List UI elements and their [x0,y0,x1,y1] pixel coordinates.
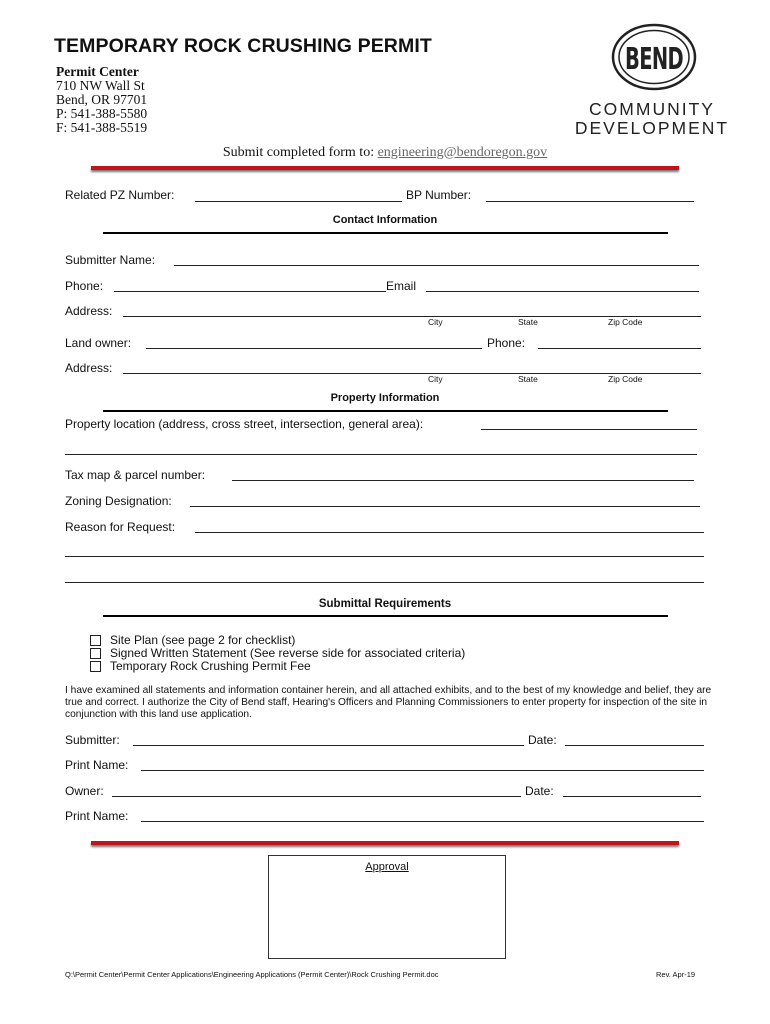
header-divider [91,166,679,170]
property-location-label: Property location (address, cross street, intersection, general area): [65,417,424,431]
certification-statement: I have examined all statements and information container herein, and all attached exhibits, and to the best of my knowledge and belief, they are true and correct. I authorize the City of Bend staff, Hearing's Officers and Planning Commissioners to enter property for inspection of the site in conjunction with this land use application. [65,685,712,720]
land-owner-field[interactable] [146,348,482,349]
submitter-date-field[interactable] [565,745,704,746]
permit-fee-label: Temporary Rock Crushing Permit Fee [110,659,311,673]
email-label: Email [386,279,417,293]
logo-line-1: COMMUNITY [589,99,715,119]
address-state-sublabel: State [518,317,538,327]
permit-fee-checkbox[interactable] [90,661,101,672]
related-pz-field[interactable] [195,201,402,202]
submitter-print-name-field[interactable] [141,770,704,771]
address-label: Address: [65,304,113,318]
owner-signature-label: Owner: [65,784,104,798]
bp-number-field[interactable] [486,201,694,202]
tax-map-label: Tax map & parcel number: [65,468,206,482]
owner-date-field[interactable] [563,796,701,797]
reason-field[interactable] [195,532,704,533]
submitter-date-label: Date: [528,733,557,747]
zoning-label: Zoning Designation: [65,494,172,508]
svg-text:BEND: BEND [625,42,684,77]
site-plan-label: Site Plan (see page 2 for checklist) [110,633,296,647]
submit-prefix: Submit completed form to: [222,145,378,160]
reason-label: Reason for Request: [65,520,176,534]
community-development-wordmark [562,100,742,138]
form-title: TEMPORARY ROCK CRUSHING PERMIT [54,35,432,57]
approval-label: Approval [365,861,409,873]
contact-section-rule [103,232,668,234]
written-statement-checkbox[interactable] [90,648,101,659]
phone-label: Phone: [65,279,104,293]
office-name: Permit Center [56,64,139,79]
submittal-section-heading: Submittal Requirements [318,598,452,610]
footer-revision: Rev. Apr-19 [656,970,696,979]
owner-signature-field[interactable] [112,796,521,797]
related-pz-label: Related PZ Number: [65,188,175,202]
property-section-heading: Property Information [330,392,440,404]
phone-field[interactable] [114,291,386,292]
owner-print-name-field[interactable] [141,821,704,822]
owner-zip-sublabel: Zip Code [608,374,643,384]
office-street: 710 NW Wall St [56,78,145,93]
submittal-section-rule [103,615,668,617]
property-location-field-2[interactable] [65,454,697,455]
zoning-field[interactable] [190,506,700,507]
owner-state-sublabel: State [518,374,538,384]
footer-file-path: Q:\Permit Center\Permit Center Applications\Engineering Applications (Permit Center)\Rock Crushing Permit.doc [65,970,439,979]
owner-print-name-label: Print Name: [65,809,129,823]
submit-instructions [0,145,770,161]
office-address [56,65,147,135]
office-phone: P: 541-388-5580 [56,106,148,121]
tax-map-field[interactable] [232,480,694,481]
site-plan-checkbox[interactable] [90,635,101,646]
bend-seal-logo-icon [612,24,696,90]
submitter-name-label: Submitter Name: [65,253,156,267]
submitter-signature-label: Submitter: [65,733,120,747]
owner-address-label: Address: [65,361,113,375]
submitter-print-name-label: Print Name: [65,758,129,772]
owner-city-sublabel: City [428,374,443,384]
address-city-sublabel: City [428,317,443,327]
email-field[interactable] [426,291,699,292]
written-statement-label: Signed Written Statement (See reverse side for associated criteria) [110,646,466,660]
reason-field-2[interactable] [65,556,704,557]
land-owner-label: Land owner: [65,336,132,350]
owner-date-label: Date: [525,784,554,798]
approval-box [268,855,506,959]
logo-line-2: DEVELOPMENT [574,118,730,138]
footer-divider [91,841,679,845]
property-section-rule [103,410,668,412]
submit-email-link[interactable]: engineering@bendoregon.gov [377,145,548,160]
owner-phone-label: Phone: [487,336,526,350]
bp-number-label: BP Number: [406,188,472,202]
owner-phone-field[interactable] [538,348,701,349]
submitter-name-field[interactable] [174,265,699,266]
submitter-signature-field[interactable] [133,745,524,746]
property-location-field[interactable] [481,429,697,430]
contact-section-heading: Contact Information [332,214,438,226]
reason-field-3[interactable] [65,582,704,583]
address-zip-sublabel: Zip Code [608,317,643,327]
office-fax: F: 541-388-5519 [56,120,148,135]
office-city: Bend, OR 97701 [56,92,148,107]
